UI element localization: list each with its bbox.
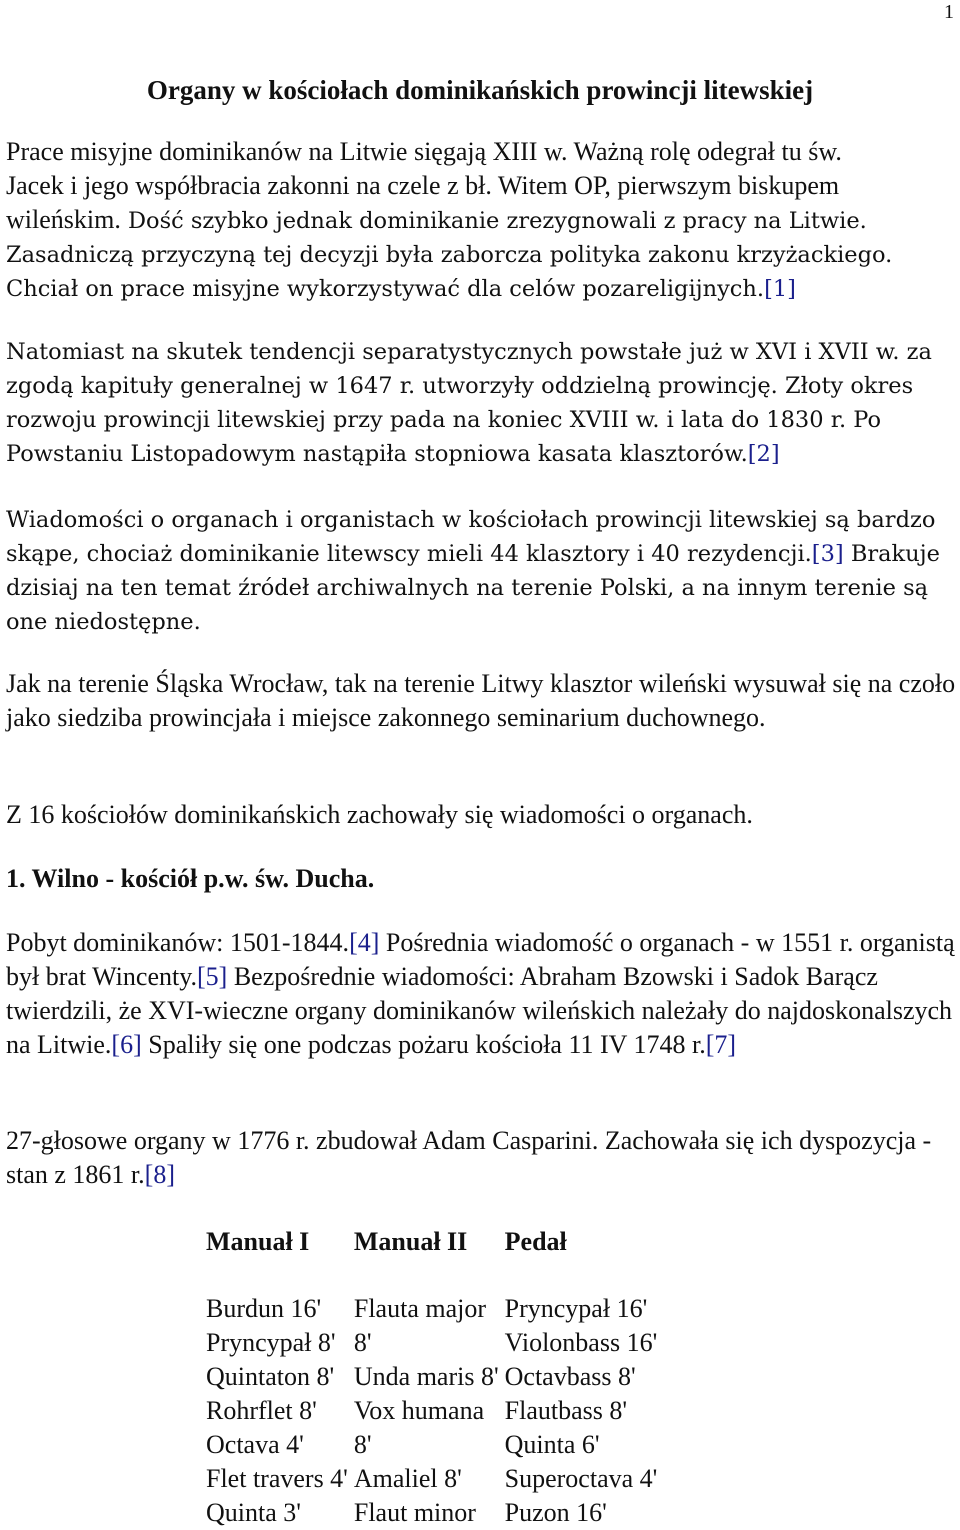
paragraph-wilno-history [6, 926, 956, 1062]
paragraph-line: Jacek i jego współbracia zakonni na czele z bł. Witem OP, pierwszym biskupem [6, 171, 840, 200]
paragraph-text: Bezpośrednie wiadomości: Abraham Bzowski i Sadok Barącz twierdzili, że XVI-wieczne organy dominikanów wileńskich należały do najdoskonalszych na Litwie. [6, 962, 953, 1059]
section-heading-wilno: 1. Wilno - kościół p.w. św. Ducha. [6, 864, 375, 893]
column-header-pedal: Pedał [504, 1227, 567, 1256]
footnote-link-2[interactable]: [2] [747, 441, 780, 467]
paragraph-text: 27-głosowe organy w 1776 r. zbudował Adam Casparini. Zachowała się ich dyspozycja - stan z 1861 r. [6, 1126, 932, 1189]
table-row [200, 1292, 657, 1326]
paragraph-text: Brakuje dzisiaj na ten temat źródeł archiwalnych na terenie Polski, a na innym terenie są one niedostępne. [6, 541, 940, 635]
table-cell: Violonbass 16' [504, 1328, 658, 1357]
footnote-link-3[interactable]: [3] [811, 541, 844, 567]
footnote-link-8[interactable]: [8] [144, 1160, 175, 1189]
table-row [200, 1496, 657, 1530]
paragraph-text: Pobyt dominikanów: 1501-1844. [6, 928, 350, 957]
table-cell: Flauta major [353, 1294, 487, 1323]
table-cell: Superoctava 4' [504, 1464, 658, 1493]
paragraph-text: wileńskim. [6, 205, 121, 234]
table-cell: Burdun 16' [206, 1294, 322, 1323]
footnote-link-6[interactable]: [6] [111, 1030, 142, 1059]
paragraph-text: Wiadomości o organach i organistach w kościołach prowincji litewskiej są bardzo skąpe, chociaż dominikanie litewscy mieli 44 klasztory i 40 rezydencji. [6, 507, 936, 567]
footnote-link-5[interactable]: [5] [197, 962, 228, 991]
table-cell: Amaliel 8' [353, 1464, 462, 1493]
paragraph-wilno-cloister: Jak na terenie Śląska Wrocław, tak na terenie Litwy klasztor wileński wysuwał się na czoło jako siedziba prowincjała i miejsce zakonnego seminarium duchownego. [6, 669, 956, 732]
paragraph-text: Spaliły się one podczas pożaru kościoła 11 IV 1748 r. [141, 1030, 706, 1059]
page-number: 1 [944, 1, 954, 23]
table-cell: Flaut minor [353, 1498, 476, 1527]
table-row [200, 1428, 657, 1462]
table-cell: Quintaton 8' [206, 1362, 335, 1391]
paragraph-line [6, 203, 956, 238]
table-spacer [200, 1262, 657, 1292]
footnote-link-7[interactable]: [7] [705, 1030, 737, 1059]
table-cell: Flet travers 4' [206, 1464, 348, 1493]
footnote-link-1[interactable]: [1] [764, 276, 796, 302]
paragraph-line [6, 272, 956, 306]
table-cell: 8' [353, 1430, 372, 1459]
table-cell: Rohrflet 8' [206, 1396, 317, 1425]
paragraph-text: Natomiast na skutek tendencji separatystycznych powstałe już w XVI i XVII w. za zgodą kapituły generalnej w 1647 r. utworzyły oddzielną prowincję. Złoty okres rozwoju prowincji litewskiej przy pada na koniec XVIII w. i lata do 1830 r. Po Powstaniu Listopadowym nastąpiła stopniowa kasata klasztorów. [6, 339, 932, 467]
table-cell: Flautbass 8' [504, 1396, 628, 1425]
table-cell: 8' [353, 1328, 372, 1357]
table-cell: Octavbass 8' [504, 1362, 636, 1391]
paragraph-text: Dość szybko jednak dominikanie zrezygnowali z pracy na Litwie. [120, 208, 867, 234]
column-header-manual-2: Manuał II [353, 1227, 468, 1256]
table-cell: Quinta 6' [504, 1430, 600, 1459]
table-cell: Vox humana [353, 1396, 485, 1425]
paragraph-history [6, 335, 956, 471]
paragraph-line: Zasadniczą przyczyną tej decyzji była zaborcza polityka zakonu krzyżackiego. [6, 242, 893, 268]
paragraph-line: Prace misyjne dominikanów na Litwie sięgają XIII w. Ważną rolę odegrał tu św. [6, 137, 842, 166]
table-row [200, 1462, 657, 1496]
table-cell: Puzon 16' [504, 1498, 607, 1527]
table-row [200, 1360, 657, 1394]
footnote-link-4[interactable]: [4] [349, 928, 380, 957]
paragraph-churches-count: Z 16 kościołów dominikańskich zachowały się wiadomości o organach. [6, 800, 753, 829]
organ-disposition-table [200, 1222, 657, 1530]
paragraph-text: Chciał on prace misyjne wykorzystywać dla celów pozareligijnych. [6, 276, 765, 302]
table-cell: Pryncypał 16' [504, 1294, 648, 1323]
table-cell: Unda maris 8' [353, 1362, 499, 1391]
table-cell: Octava 4' [206, 1430, 304, 1459]
table-header-row [200, 1222, 657, 1262]
table-row [200, 1326, 657, 1360]
table-cell: Pryncypał 8' [206, 1328, 336, 1357]
paragraph-intro [6, 135, 956, 306]
table-row [200, 1394, 657, 1428]
paragraph-casparini [6, 1124, 956, 1192]
table-cell: Quinta 3' [206, 1498, 301, 1527]
column-header-manual-1: Manuał I [206, 1227, 310, 1256]
paragraph-sources [6, 503, 956, 639]
paragraph-text: Pośrednia wiadomość o organach - w 1551 r. organistą był brat Wincenty. [6, 928, 955, 991]
page-title: Organy w kościołach dominikańskich prowincji litewskiej [146, 75, 814, 105]
